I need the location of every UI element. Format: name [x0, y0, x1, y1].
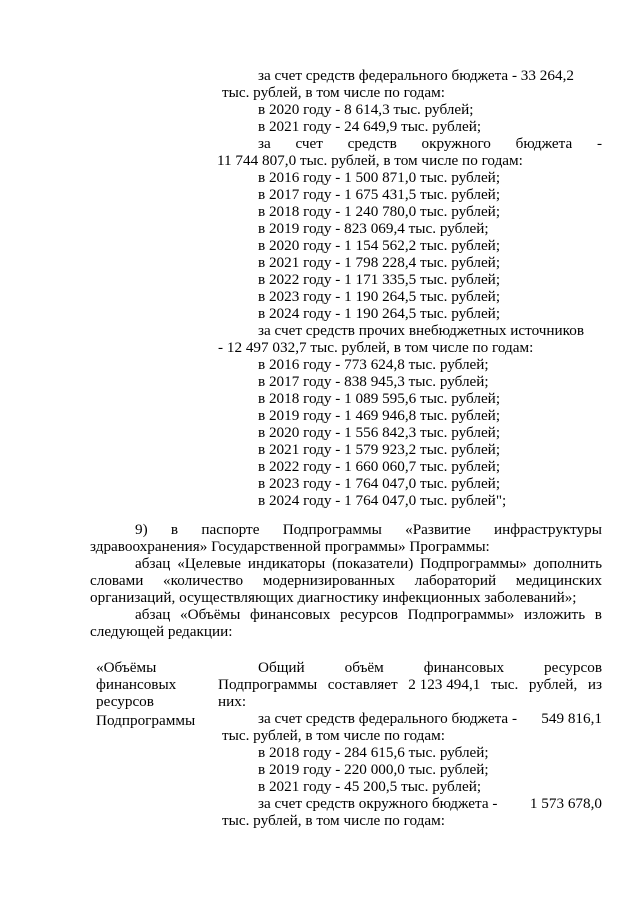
item9-line-1: 9) в паспорте Подпрограммы «Развитие инфраструктуры [135, 521, 602, 538]
vb-year: в 2018 году - 1 089 595,6 тыс. рублей; [258, 390, 501, 407]
okr-year: в 2021 году - 1 798 228,4 тыс. рублей; [258, 254, 501, 271]
table-fed-line-2: тыс. рублей, в том числе по годам: [222, 727, 445, 744]
table-total-line-1: Общий объём финансовых ресурсов [258, 659, 602, 676]
table-total-line-3: них: [218, 693, 247, 710]
vb-year: в 2021 году - 1 579 923,2 тыс. рублей; [258, 441, 501, 458]
okr-year: в 2022 году - 1 171 335,5 тыс. рублей; [258, 271, 501, 288]
okr-year: в 2017 году - 1 675 431,5 тыс. рублей; [258, 186, 501, 203]
extrabudget-line-2: - 12 497 032,7 тыс. рублей, в том числе по годам: [218, 339, 534, 356]
fed-budget-line: за счет средств федерального бюджета - 33 264,2 [258, 67, 574, 84]
table-fed-year: в 2019 году - 220 000,0 тыс. рублей; [258, 761, 489, 778]
fed-year-2020: в 2020 году - 8 614,3 тыс. рублей; [258, 101, 474, 118]
okr-budget-line: за счет средств окружного бюджета - [258, 135, 602, 152]
abz1-line-1: абзац «Целевые индикаторы (показатели) Подпрограммы» дополнить [135, 555, 602, 572]
vb-year: в 2022 году - 1 660 060,7 тыс. рублей; [258, 458, 501, 475]
vb-year: в 2017 году - 838 945,3 тыс. рублей; [258, 373, 489, 390]
okr-year: в 2020 году - 1 154 562,2 тыс. рублей; [258, 237, 501, 254]
fed-budget-line-2: тыс. рублей, в том числе по годам: [222, 84, 445, 101]
okr-year: в 2019 году - 823 069,4 тыс. рублей; [258, 220, 489, 237]
table-left-label: финансовых [96, 676, 177, 693]
table-okr-line: за счет средств окружного бюджета - 1 573 678,0 [258, 795, 602, 812]
okr-year: в 2016 году - 1 500 871,0 тыс. рублей; [258, 169, 501, 186]
table-total-line-2: Подпрограммы составляет 2 123 494,1 тыс. рублей, из [218, 676, 602, 693]
table-left-label: ресурсов [96, 693, 154, 710]
table-okr-line-2: тыс. рублей, в том числе по годам: [222, 812, 445, 829]
okr-year: в 2024 году - 1 190 264,5 тыс. рублей; [258, 305, 501, 322]
abz2-line-2: следующей редакции: [90, 623, 233, 640]
fed-year-2021: в 2021 году - 24 649,9 тыс. рублей; [258, 118, 482, 135]
vb-year: в 2016 году - 773 624,8 тыс. рублей; [258, 356, 489, 373]
table-fed-year: в 2021 году - 45 200,5 тыс. рублей; [258, 778, 482, 795]
table-fed-year: в 2018 году - 284 615,6 тыс. рублей; [258, 744, 489, 761]
vb-year: в 2020 году - 1 556 842,3 тыс. рублей; [258, 424, 501, 441]
vb-year: в 2024 году - 1 764 047,0 тыс. рублей"; [258, 492, 507, 509]
table-fed-line: за счет средств федерального бюджета - 549 816,1 [258, 710, 602, 727]
okr-year: в 2018 году - 1 240 780,0 тыс. рублей; [258, 203, 501, 220]
vb-year: в 2023 году - 1 764 047,0 тыс. рублей; [258, 475, 501, 492]
abz2-line-1: абзац «Объёмы финансовых ресурсов Подпрограммы» изложить в [135, 606, 602, 623]
table-left-label: Подпрограммы [96, 712, 196, 729]
item9-line-2: здравоохранения» Государственной программы» Программы: [90, 538, 490, 555]
vb-year: в 2019 году - 1 469 946,8 тыс. рублей; [258, 407, 501, 424]
okr-budget-line-2: 11 744 807,0 тыс. рублей, в том числе по годам: [217, 152, 523, 169]
abz1-line-3: организаций, осуществляющих диагностику инфекционных заболеваний»; [90, 589, 577, 606]
extrabudget-line: за счет средств прочих внебюджетных источников [258, 322, 585, 339]
table-left-label: «Объёмы [96, 659, 157, 676]
abz1-line-2: словами «количество модернизированных лабораторий медицинских [90, 572, 602, 589]
okr-year: в 2023 году - 1 190 264,5 тыс. рублей; [258, 288, 501, 305]
